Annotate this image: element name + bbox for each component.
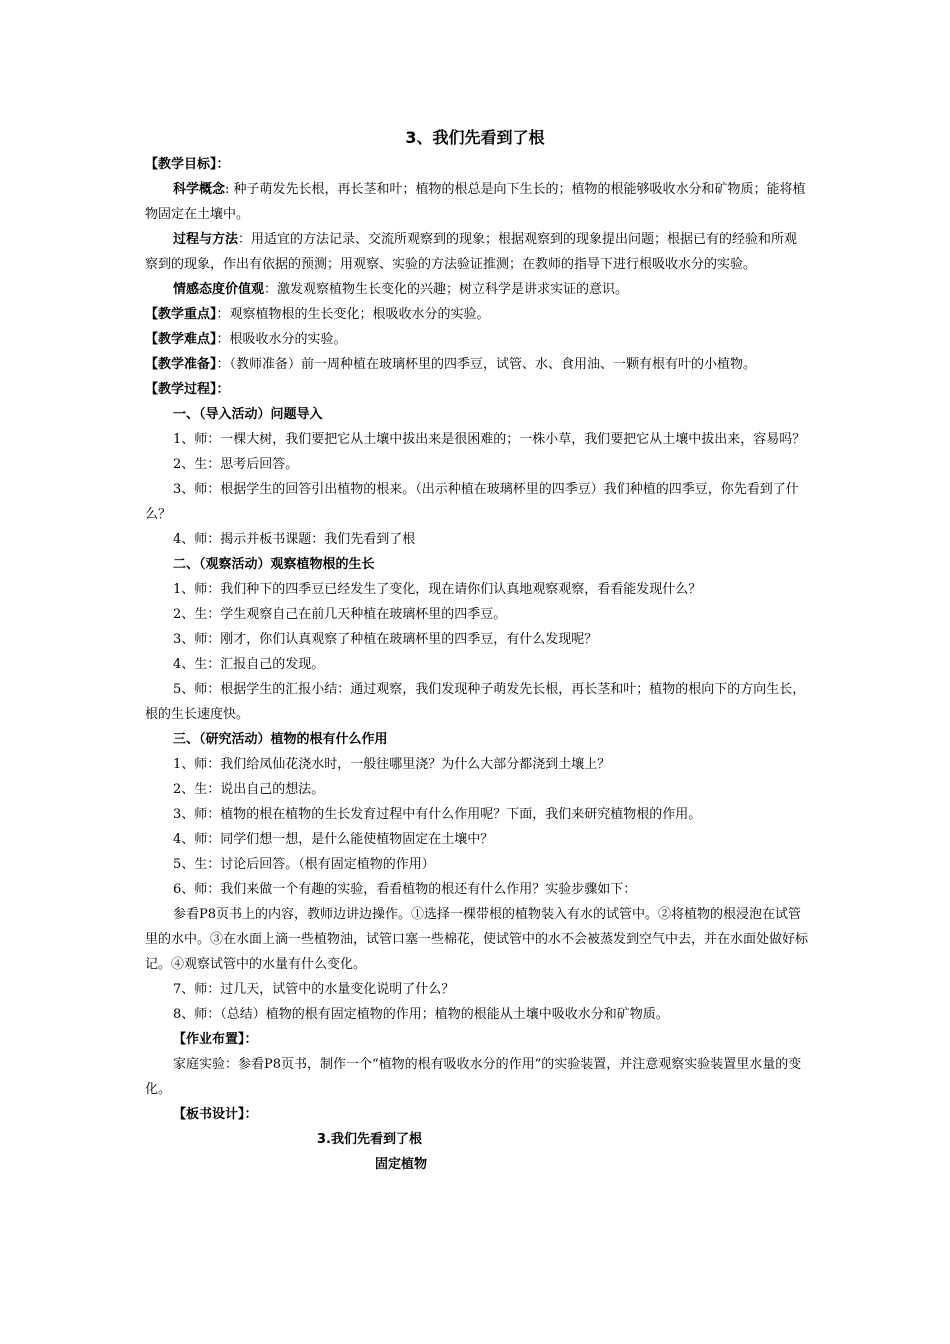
process-line: 2、生：思考后回答。 (173, 457, 299, 472)
process-line: 2、生：学生观察自己在前几天种植在玻璃杯里的四季豆。 (173, 607, 507, 622)
objectives-heading: 【教学目标】： (145, 157, 230, 172)
focus-heading: 【教学重点】 (145, 307, 217, 322)
process-line: 3、师：刚才，你们认真观察了种植在玻璃杯里的四季豆，有什么发现呢？ (173, 632, 598, 647)
difficulty-text: ：根吸收水分的实验。 (216, 332, 347, 347)
document-body (145, 152, 810, 1177)
process-line: 参看P8页书上的内容，教师边讲边操作。①选择一棵带根的植物装入有水的试管中。②将植物的根浸泡在试管里的水中。③在水面上滴一些植物油，试管口塞一些棉花，使试管中的水不会被蒸发到空气中去，并在水面处做好标记。④观察试管中的水量有什么变化。 (145, 907, 809, 972)
preparation-paragraph (145, 352, 810, 377)
science-concept-label: 科学概念 (173, 182, 226, 197)
process-method-label: 过程与方法 (173, 232, 239, 247)
section-heading: 三、（研究活动）植物的根有什么作用 (173, 732, 388, 747)
process-heading: 【教学过程】： (145, 382, 230, 397)
process-line: 3、师：根据学生的回答引出植物的根来。（出示种植在玻璃杯里的四季豆）我们种植的四季豆，你先看到了什么？ (145, 482, 799, 522)
difficulty-paragraph (145, 327, 810, 352)
process-line: 4、师：揭示并板书课题：我们先看到了根 (173, 532, 416, 547)
focus-paragraph (145, 302, 810, 327)
board-line-title: 3.我们先看到了根 (317, 1132, 422, 1147)
section-heading: 一、（导入活动）问题导入 (173, 407, 323, 422)
section-heading: 二、（观察活动）观察植物根的生长 (173, 557, 375, 572)
process-line: 5、师：根据学生的汇报小结：通过观察，我们发现种子萌发先长根，再长茎和叶；植物的根向下的方向生长，根的生长速度快。 (145, 682, 806, 722)
focus-text: ：观察植物根的生长变化；根吸收水分的实验。 (216, 307, 490, 322)
process-line: 6、师：我们来做一个有趣的实验，看看植物的根还有什么作用？实验步骤如下： (173, 882, 637, 897)
attitude-label: 情感态度价值观 (173, 282, 265, 297)
process-line: 7、师：过几天，试管中的水量变化说明了什么？ (173, 982, 455, 997)
process-method-paragraph (145, 227, 810, 277)
process-line: 4、生：汇报自己的发现。 (173, 657, 325, 672)
science-concept-text: : 种子萌发先长根，再长茎和叶；植物的根总是向下生长的；植物的根能够吸收水分和矿物质；能将植物固定在土壤中。 (145, 182, 806, 222)
homework-heading: 【作业布置】： (173, 1032, 258, 1047)
preparation-text: ：（教师准备）前一周种植在玻璃杯里的四季豆，试管、水、食用油、一颗有根有叶的小植物。 (216, 357, 757, 372)
board-line-fix: 固定植物 (375, 1157, 428, 1172)
process-line: 1、师：我们种下的四季豆已经发生了变化，现在请你们认真地观察观察，看看能发现什么？ (173, 582, 702, 597)
science-concept-paragraph (145, 177, 810, 227)
attitude-text: ：激发观察植物生长变化的兴趣；树立科学是讲求实证的意识。 (264, 282, 629, 297)
board-heading: 【板书设计】： (173, 1107, 258, 1122)
difficulty-heading: 【教学难点】 (145, 332, 217, 347)
process-line: 1、师：一棵大树，我们要把它从土壤中拔出来是很困难的；一株小草，我们要把它从土壤中拔出来，容易吗？ (173, 432, 806, 447)
process-line: 5、生：讨论后回答。（根有固定植物的作用） (173, 857, 435, 872)
process-line: 3、师：植物的根在植物的生长发育过程中有什么作用呢？下面，我们来研究植物根的作用。 (173, 807, 702, 822)
document-title: 3、我们先看到了根 (405, 128, 545, 147)
process-line: 2、生：说出自己的想法。 (173, 782, 325, 797)
homework-text: 家庭实验：参看P8页书，制作一个“植物的根有吸收水分的作用”的实验装置，并注意观察实验装置里水量的变化。 (145, 1057, 802, 1097)
attitude-paragraph (145, 277, 810, 302)
process-method-text: ：用适宜的方法记录、交流所观察到的现象；根据观察到的现象提出问题；根据已有的经验和所观察到的现象，作出有依据的预测；用观察、实验的方法验证推测；在教师的指导下进行根吸收水分的实验。 (145, 232, 798, 272)
preparation-heading: 【教学准备】 (145, 357, 217, 372)
process-line: 4、师：同学们想一想，是什么能使植物固定在土壤中？ (173, 832, 494, 847)
process-line: 8、师：（总结）植物的根有固定植物的作用；植物的根能从土壤中吸收水分和矿物质。 (173, 1007, 669, 1022)
process-line: 1、师：我们给凤仙花浇水时，一般往哪里浇？为什么大部分都浇到土壤上？ (173, 757, 611, 772)
